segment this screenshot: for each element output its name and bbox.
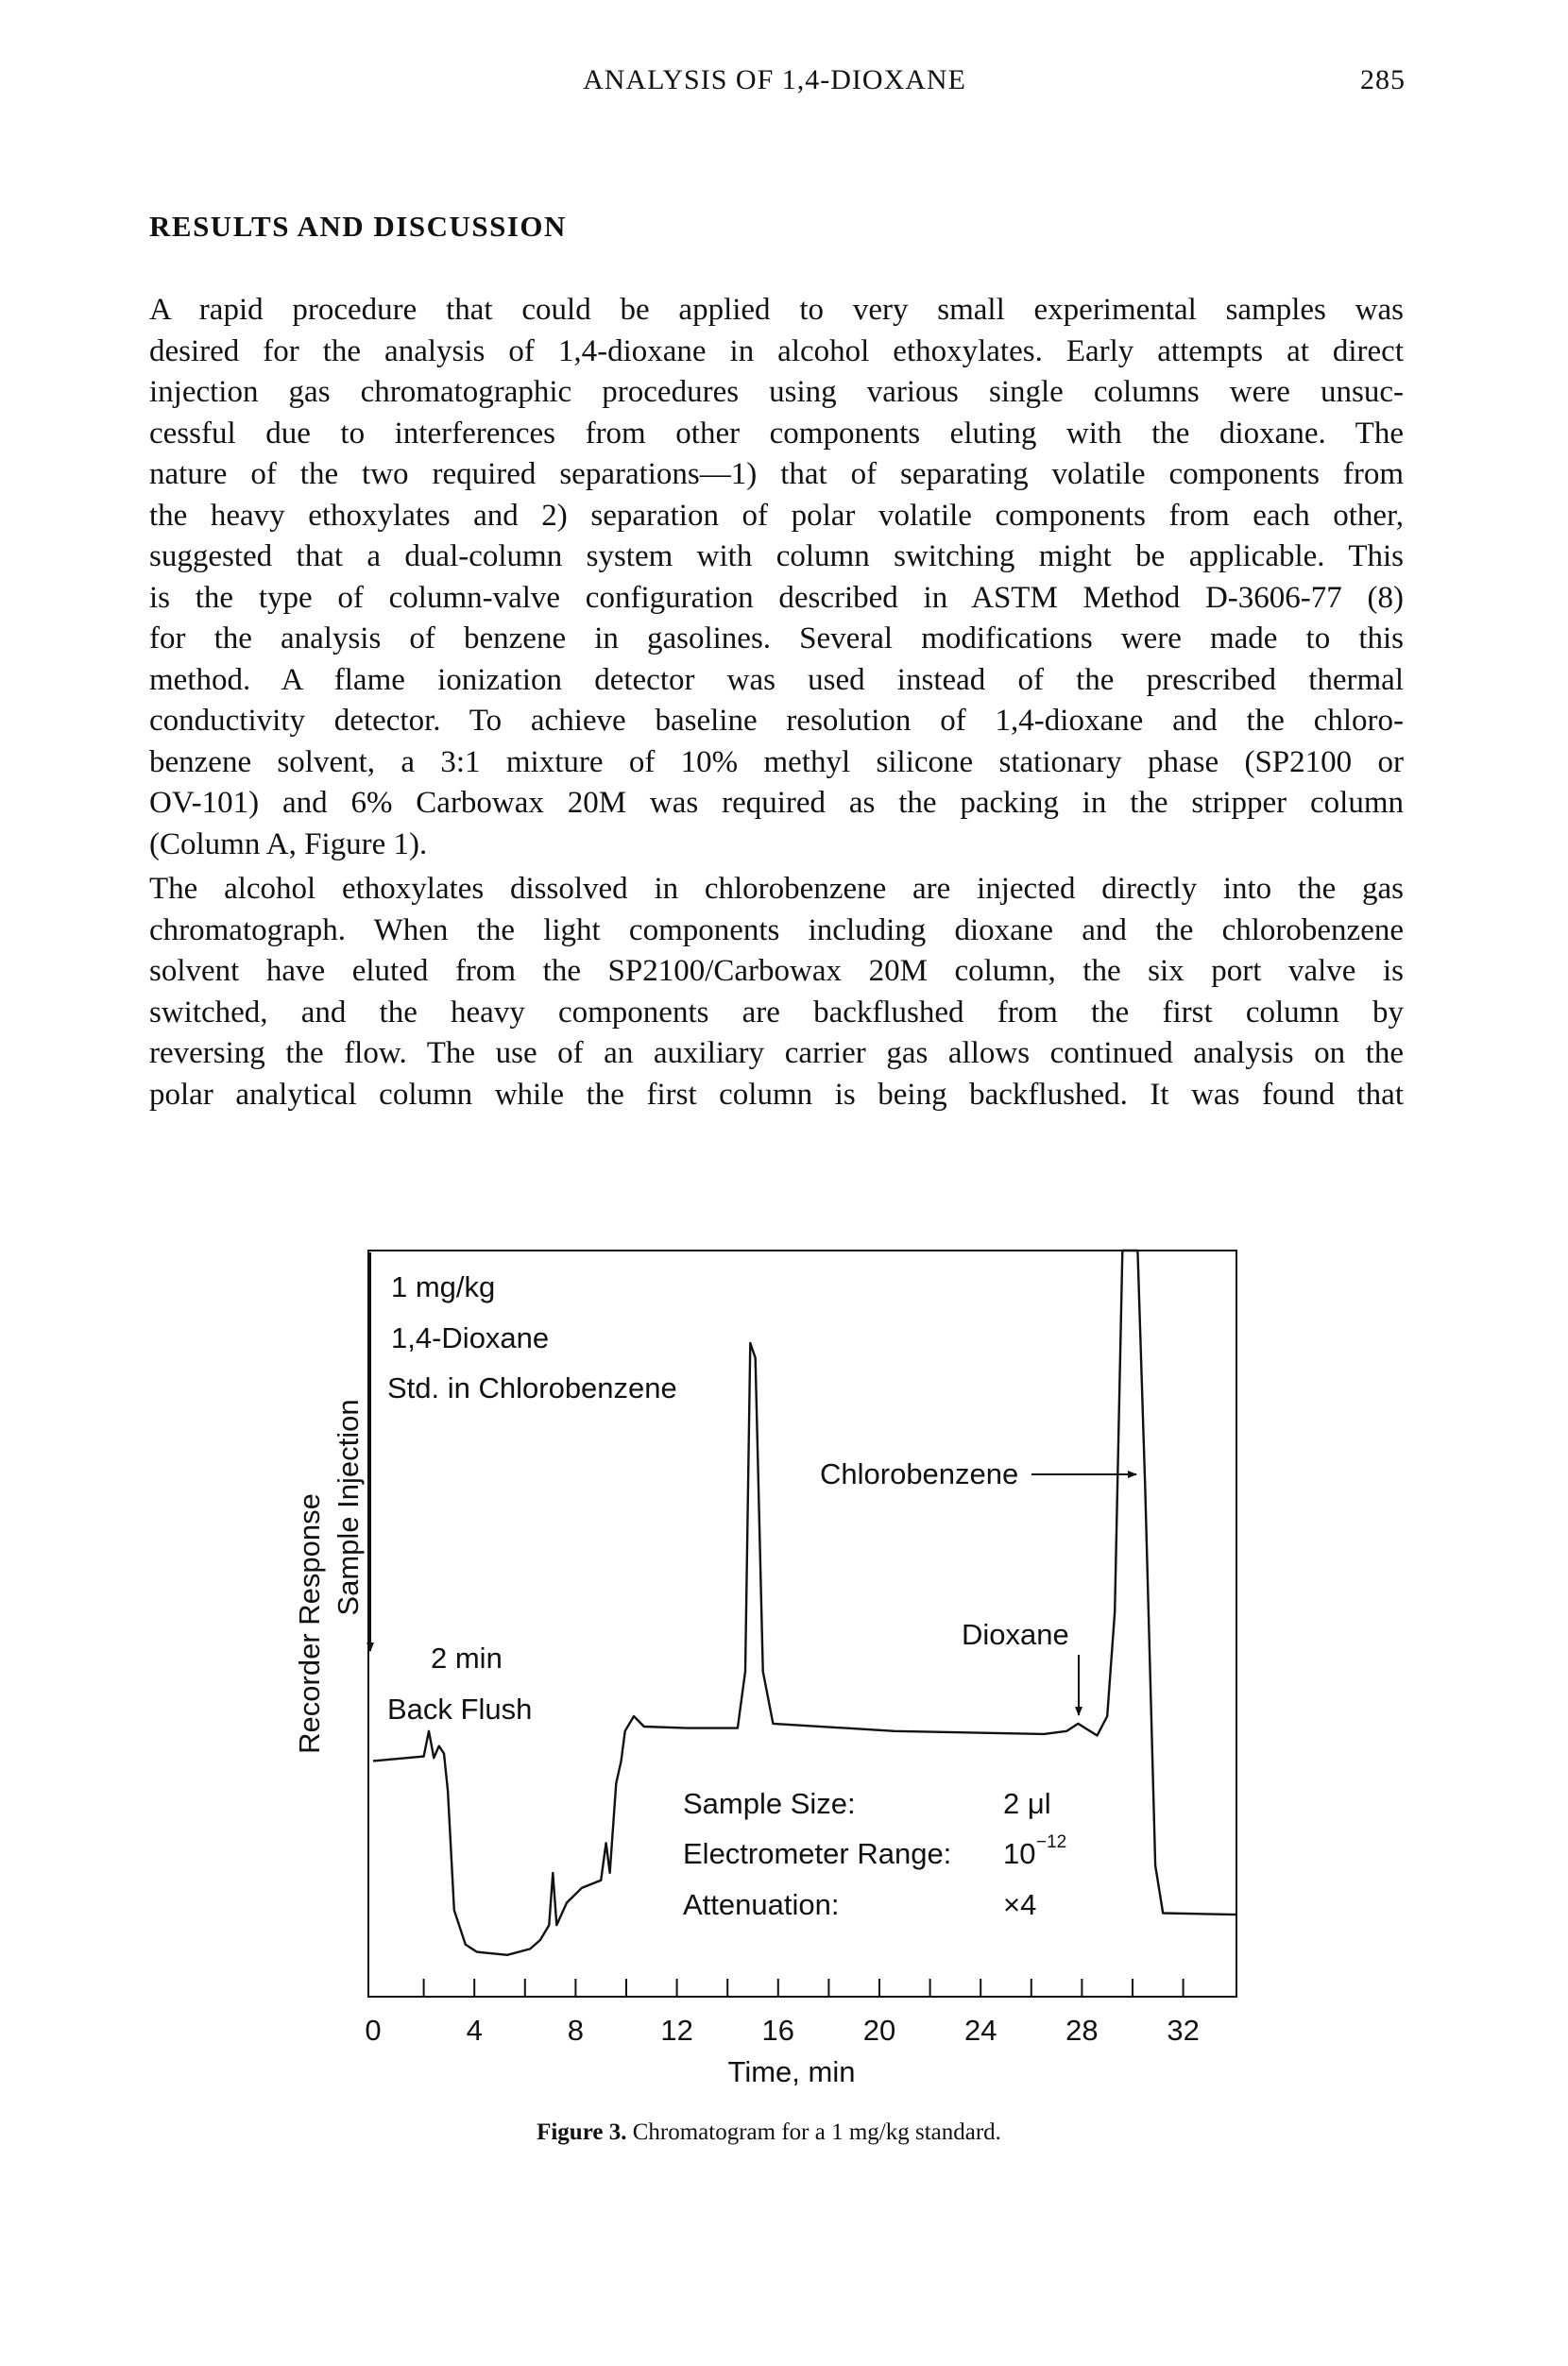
x-tick-label: 16 xyxy=(761,2014,795,2047)
text-line: A rapid procedure that could be applied to very small experimental samples was xyxy=(149,293,1404,327)
figure-caption xyxy=(0,2119,1538,2146)
x-tick-label: 24 xyxy=(963,2014,997,2047)
text-line: for the analysis of benzene in gasolines. Several modifications were made to this xyxy=(149,621,1404,655)
text-line: polar analytical column while the first column is being backflushed. It was found that xyxy=(149,1077,1404,1112)
text-line: OV-101) and 6% Carbowax 20M was required as the packing in the stripper column xyxy=(149,786,1404,820)
text-line: the heavy ethoxylates and 2) separation of polar volatile components from each other, xyxy=(149,498,1404,533)
text-line: desired for the analysis of 1,4-dioxane in alcohol ethoxylates. Early attempts at direct xyxy=(149,333,1404,368)
annotation-backflush-time: 2 min xyxy=(431,1642,503,1675)
text-line: (Column A, Figure 1). xyxy=(149,826,428,861)
x-tick-label: 4 xyxy=(466,2014,483,2047)
attenuation-value: ×4 xyxy=(1003,1888,1037,1921)
sample-injection-label: Sample Injection xyxy=(332,1399,365,1616)
text-line: switched, and the heavy components are backflushed from the first column by xyxy=(149,995,1404,1030)
sample-size-label: Sample Size: xyxy=(683,1787,856,1820)
text-line: method. A flame ionization detector was used instead of the prescribed thermal xyxy=(149,662,1404,697)
text-line: The alcohol ethoxylates dissolved in chlorobenzene are injected directly into the gas xyxy=(149,872,1404,906)
x-tick-label: 0 xyxy=(365,2014,382,2047)
text-line: injection gas chromatographic procedures using various single columns were unsuc- xyxy=(149,375,1404,409)
electrometer-range-exponent: −12 xyxy=(1036,1832,1067,1852)
x-axis-tick-labels xyxy=(365,2014,1199,2047)
annotation-backflush: Back Flush xyxy=(387,1693,533,1726)
running-title: ANALYSIS OF 1,4-DIOXANE xyxy=(583,64,966,95)
text-line: solvent have eluted from the SP2100/Carbowax 20M column, the six port valve is xyxy=(149,954,1404,988)
electrometer-range-label: Electrometer Range: xyxy=(683,1837,952,1870)
text-line: chromatograph. When the light components including dioxane and the chlorobenzene xyxy=(149,912,1404,947)
electrometer-range-value: 10 xyxy=(1003,1837,1036,1870)
plot-frame xyxy=(368,1251,1236,1997)
text-line: reversing the flow. The use of an auxiliary carrier gas allows continued analysis on the xyxy=(149,1036,1404,1070)
caption-label: Figure 3. xyxy=(537,2119,627,2145)
sample-size-value: 2 μl xyxy=(1003,1787,1051,1820)
text-line: suggested that a dual-column system with column switching might be applicable. This xyxy=(149,539,1404,573)
text-line: conductivity detector. To achieve baseline resolution of 1,4-dioxane and the chloro- xyxy=(149,704,1404,738)
annotation-chlorobenzene: Chlorobenzene xyxy=(820,1457,1019,1490)
text-line: is the type of column-valve configuration described in ASTM Method D-3606-77 (8) xyxy=(149,580,1404,615)
annotation-standard-1: 1 mg/kg xyxy=(391,1270,496,1303)
text-line: nature of the two required separations—1) that of separating volatile components from xyxy=(149,457,1404,491)
x-tick-label: 32 xyxy=(1167,2014,1200,2047)
section-heading: RESULTS AND DISCUSSION xyxy=(149,210,567,243)
page-number: 285 xyxy=(1360,64,1406,95)
caption-text: Chromatogram for a 1 mg/kg standard. xyxy=(626,2119,1001,2145)
x-axis-ticks xyxy=(424,1979,1184,1997)
x-axis-label: Time, min xyxy=(727,2055,856,2088)
text-line: cessful due to interferences from other components eluting with the dioxane. The xyxy=(149,416,1404,451)
annotation-standard-3: Std. in Chlorobenzene xyxy=(387,1371,677,1404)
attenuation-label: Attenuation: xyxy=(683,1888,840,1921)
annotation-standard-2: 1,4-Dioxane xyxy=(391,1321,550,1354)
x-tick-label: 12 xyxy=(660,2014,693,2047)
x-tick-label: 20 xyxy=(862,2014,896,2047)
y-axis-label: Recorder Response xyxy=(293,1493,326,1754)
x-tick-label: 8 xyxy=(567,2014,585,2047)
x-tick-label: 28 xyxy=(1065,2014,1099,2047)
annotation-dioxane: Dioxane xyxy=(962,1618,1069,1651)
text-line: benzene solvent, a 3:1 mixture of 10% methyl silicone stationary phase (SP2100 or xyxy=(149,744,1404,779)
